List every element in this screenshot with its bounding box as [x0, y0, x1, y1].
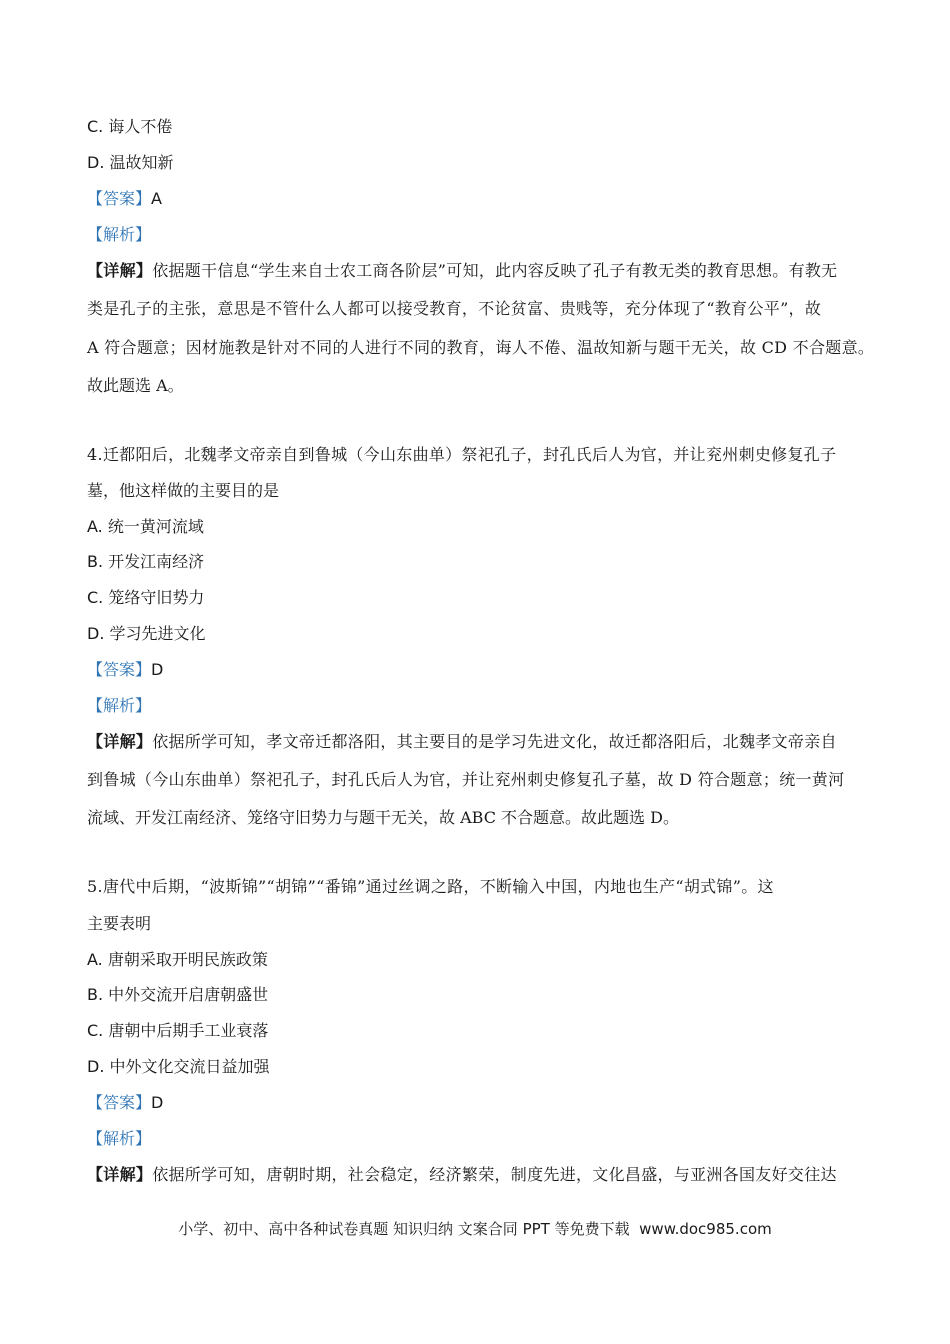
q5-stem-line-1: 5.唐代中后期，“波斯锦”“胡锦”“番锦”通过丝调之路，不断输入中国，内地也生产“胡式锦”。这	[87, 877, 774, 896]
page-footer	[0, 1219, 950, 1239]
q4-answer-row	[87, 660, 870, 680]
q3-detail-line-2: 类是孔子的主张，意思是不管什么人都可以接受教育，不论贫富、贵贱等，充分体现了“教育公平”，故	[87, 299, 822, 318]
detail-tag: 【详解】	[87, 1165, 153, 1184]
answer-tag: 【答案】	[87, 189, 152, 208]
detail-text: 依据所学可知，孝文帝迁都洛阳，其主要目的是学习先进文化，故迁都洛阳后，北魏孝文帝亲自	[152, 732, 837, 751]
q3-answer-row	[87, 189, 870, 209]
q3-option-d: D. 温故知新	[87, 153, 174, 172]
detail-text: 依据所学可知，唐朝时期，社会稳定，经济繁荣，制度先进，文化昌盛，与亚洲各国友好交往达	[152, 1165, 837, 1184]
q4-stem-line-1: 4.迁都阳后，北魏孝文帝亲自到鲁城（今山东曲单）祭祀孔子，封孔氏后人为官，并让兖州刺史修复孔子	[87, 445, 837, 464]
q4-option-a: A. 统一黄河流域	[87, 517, 204, 536]
answer-value: D	[151, 660, 164, 679]
q5-detail-line-1	[87, 1165, 870, 1185]
q3-option-c: C. 诲人不倦	[87, 117, 173, 136]
q5-option-d: D. 中外文化交流日益加强	[87, 1057, 270, 1076]
detail-tag: 【详解】	[87, 732, 153, 751]
q3-detail-line-3: A 符合题意；因材施教是针对不同的人进行不同的教育，诲人不倦、温故知新与题干无关，故 CD 不合题意。	[87, 338, 875, 357]
q3-detail-line-4: 故此题选 A。	[87, 376, 184, 395]
answer-tag: 【答案】	[87, 1093, 152, 1112]
q4-stem-line-2: 墓，他这样做的主要目的是	[87, 481, 280, 500]
footer-url: www.doc985.com	[639, 1220, 772, 1238]
q4-detail-line-2: 到鲁城（今山东曲单）祭祀孔子，封孔氏后人为官，并让兖州刺史修复孔子墓，故 D 符合题意；统一黄河	[87, 770, 845, 789]
footer-text: 小学、初中、高中各种试卷真题 知识归纳 文案合同 PPT 等免费下载	[178, 1220, 630, 1238]
q5-stem-line-2: 主要表明	[87, 914, 152, 933]
q4-option-c: C. 笼络守旧势力	[87, 588, 205, 607]
q5-option-c: C. 唐朝中后期手工业衰落	[87, 1021, 269, 1040]
answer-value: A	[151, 189, 162, 208]
detail-text: 依据题干信息“学生来自士农工商各阶层”可知，此内容反映了孔子有教无类的教育思想。有教无	[152, 261, 838, 280]
q4-option-b: B. 开发江南经济	[87, 552, 205, 571]
q4-analysis-tag: 【解析】	[87, 696, 152, 715]
q3-detail-line-1	[87, 261, 870, 281]
detail-tag: 【详解】	[87, 261, 153, 280]
q5-analysis-tag: 【解析】	[87, 1129, 152, 1148]
q4-detail-line-3: 流域、开发江南经济、笼络守旧势力与题干无关，故 ABC 不合题意。故此题选 D。	[87, 808, 679, 827]
answer-value: D	[151, 1093, 164, 1112]
q5-option-b: B. 中外交流开启唐朝盛世	[87, 985, 269, 1004]
q5-answer-row	[87, 1093, 870, 1113]
q3-analysis-tag: 【解析】	[87, 225, 152, 244]
q5-option-a: A. 唐朝采取开明民族政策	[87, 950, 268, 969]
q4-option-d: D. 学习先进文化	[87, 624, 206, 643]
answer-tag: 【答案】	[87, 660, 152, 679]
q4-detail-line-1	[87, 732, 870, 752]
